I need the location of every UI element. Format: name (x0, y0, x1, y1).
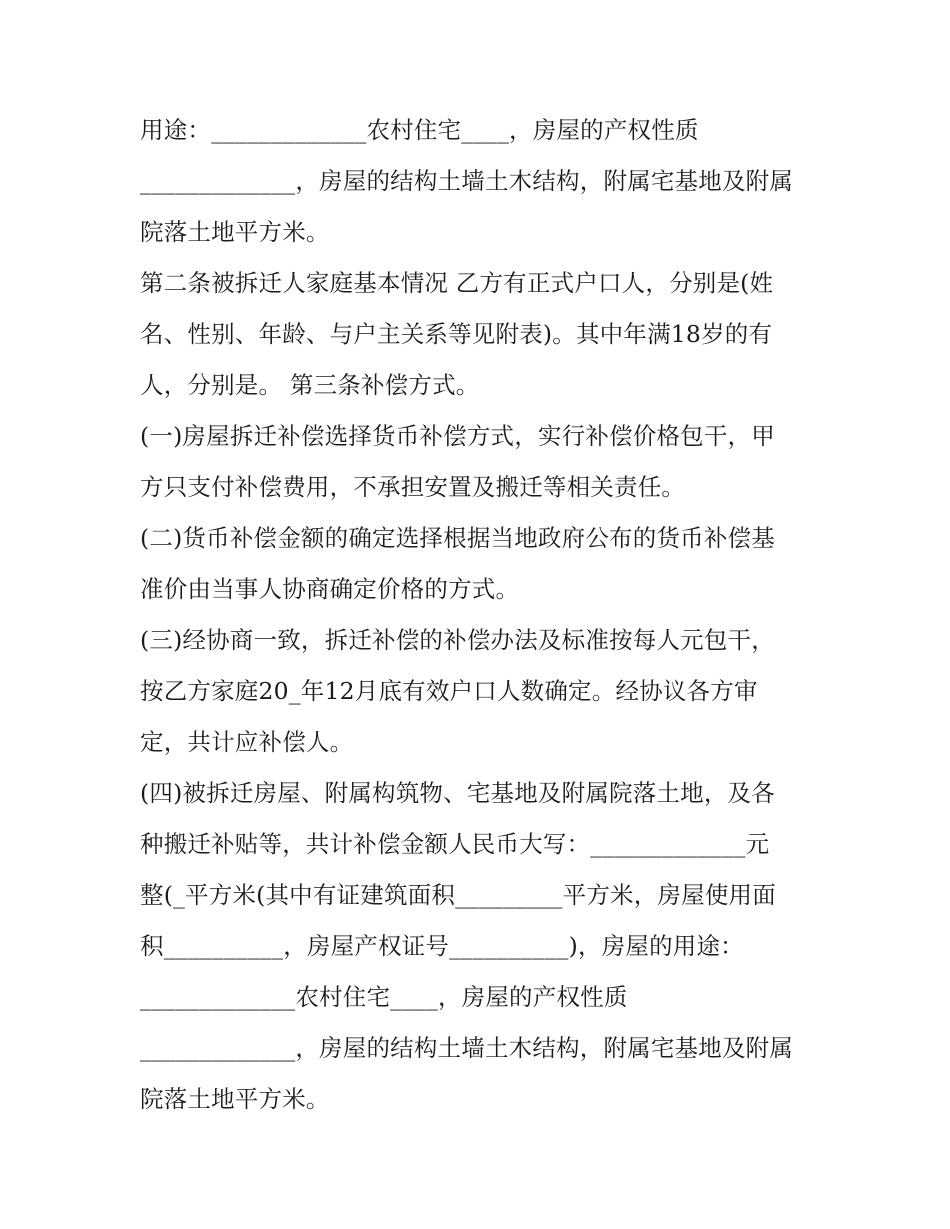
text-line-land-area: 院落土地平方米。 (140, 218, 330, 246)
text-line-clause-three: (三)经协商一致，拆迁补偿的补偿办法及标准按每人元包干， (140, 626, 775, 654)
text-line-clause-two-cont: 准价由当事人协商确定价格的方式。 (140, 575, 520, 603)
text-line-usage: 用途：_____________农村住宅____，房屋的产权性质 (140, 116, 699, 144)
text-line-clause-one-cont: 方只支付补偿费用，不承担安置及搬迁等相关责任。 (140, 473, 686, 501)
text-line-clause-four-cert: 积__________，房屋产权证号__________)，房屋的用途： (140, 932, 744, 960)
text-line-article-two: 第二条被拆迁人家庭基本情况 乙方有正式户口人，分别是(姓 (140, 269, 774, 297)
text-line-clause-three-cont: 按乙方家庭20_年12月底有效户口人数确定。经协议各方审 (140, 677, 758, 705)
text-line-article-three: 人，分别是。 第三条补偿方式。 (140, 371, 480, 399)
text-line-clause-two: (二)货币补偿金额的确定选择根据当地政府公布的货币补偿基 (140, 524, 775, 552)
text-line-land-area-repeat: 院落土地平方米。 (140, 1085, 330, 1113)
text-line-structure: _____________，房屋的结构土墙土木结构，附属宅基地及附属 (140, 167, 794, 195)
text-line-clause-four-area: 整(_平方米(其中有证建筑面积_________平方米，房屋使用面 (140, 881, 776, 909)
text-line-clause-four-amount: 种搬迁补贴等，共计补偿金额人民币大写：_____________元 (140, 830, 770, 858)
text-line-usage-repeat: _____________农村住宅____，房屋的产权性质 (140, 983, 628, 1011)
text-line-clause-four: (四)被拆迁房屋、附属构筑物、宅基地及附属院落土地，及各 (140, 779, 775, 807)
text-line-structure-repeat: _____________，房屋的结构土墙土木结构，附属宅基地及附属 (140, 1034, 794, 1062)
text-line-clause-one: (一)房屋拆迁补偿选择货币补偿方式，实行补偿价格包干，甲 (140, 422, 775, 450)
text-line-family-members: 名、性别、年龄、与户主关系等见附表)。其中年满18岁的有 (140, 320, 773, 348)
text-line-clause-three-end: 定，共计应补偿人。 (140, 728, 354, 756)
